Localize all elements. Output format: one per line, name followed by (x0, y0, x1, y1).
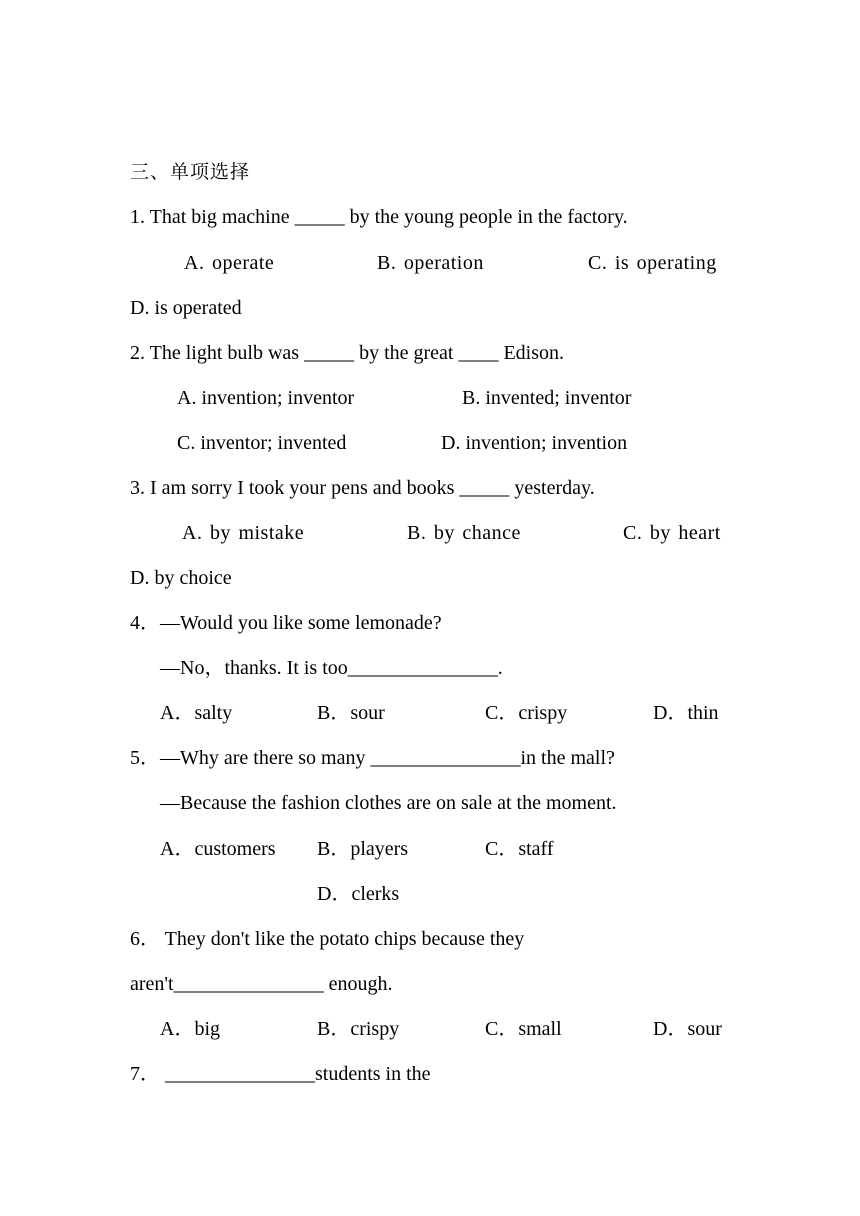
question-6-option-a: A．big (160, 1018, 220, 1040)
question-1-option-d: D. is operated (130, 297, 242, 319)
question-4-option-c: C．crispy (485, 702, 568, 724)
question-5-option-d: D．clerks (317, 883, 400, 905)
question-5-option-c: C．staff (485, 838, 554, 860)
section-title: 三、单项选择 (130, 161, 251, 183)
question-6-stem-continued: aren't_______________ enough. (130, 973, 393, 995)
question-4-reply: —No，thanks. It is too_______________. (160, 657, 503, 679)
question-3-option-a: A. by mistake (182, 522, 305, 544)
question-2-option-a: A. invention; inventor (177, 387, 355, 409)
question-3-stem: 3. I am sorry I took your pens and books _____ yesterday. (130, 477, 595, 499)
question-2-option-d: D. invention; invention (441, 432, 628, 454)
question-3-option-b: B. by chance (407, 522, 521, 544)
question-5-reply: —Because the fashion clothes are on sale at the moment. (160, 792, 617, 814)
question-4-option-d: D．thin (653, 702, 719, 724)
question-6-option-d: D．sour (653, 1018, 722, 1040)
question-6-option-b: B．crispy (317, 1018, 400, 1040)
question-6-option-c: C．small (485, 1018, 562, 1040)
question-1-option-a: A. operate (184, 252, 275, 274)
question-3-option-c: C. by heart (623, 522, 721, 544)
question-1-option-b: B. operation (377, 252, 484, 274)
question-1-option-c: C. is operating (588, 252, 717, 274)
question-5-stem: 5．—Why are there so many _______________in the mall? (130, 747, 615, 769)
question-2-option-c: C. inventor; invented (177, 432, 347, 454)
question-4-option-b: B．sour (317, 702, 385, 724)
question-2-option-b: B. invented; inventor (462, 387, 632, 409)
question-5-option-b: B．players (317, 838, 409, 860)
question-1-stem: 1. That big machine _____ by the young people in the factory. (130, 206, 628, 228)
question-4-option-a: A．salty (160, 702, 233, 724)
question-5-option-a: A．customers (160, 838, 276, 860)
question-7-stem: 7． _______________students in the (130, 1063, 431, 1085)
question-3-option-d: D. by choice (130, 567, 232, 589)
question-4-stem: 4．—Would you like some lemonade? (130, 612, 442, 634)
question-2-stem: 2. The light bulb was _____ by the great ____ Edison. (130, 342, 565, 364)
question-6-stem: 6． They don't like the potato chips because they (130, 928, 525, 950)
